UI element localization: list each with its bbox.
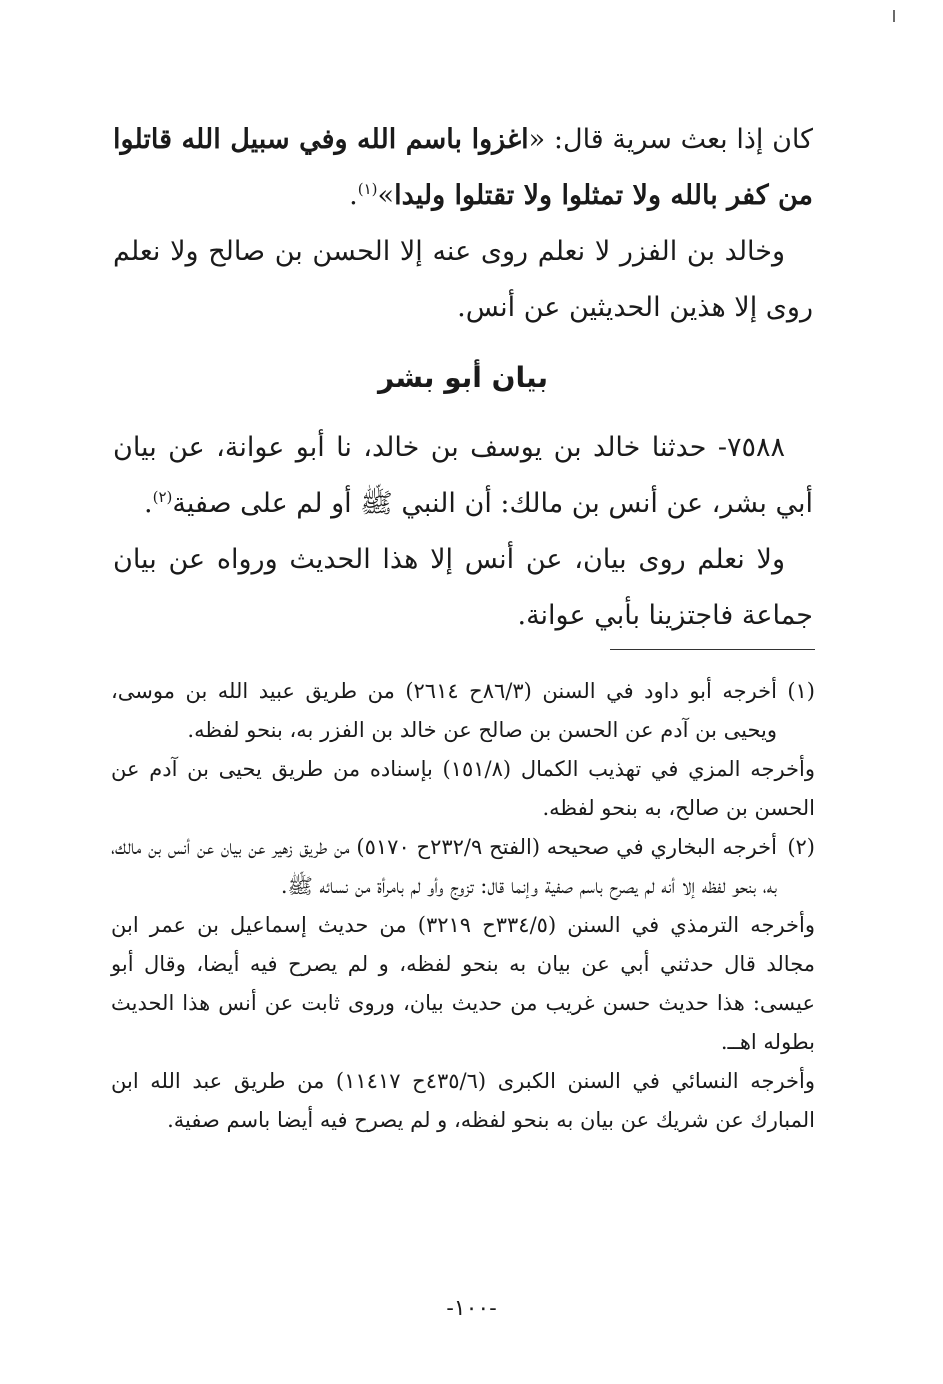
hadith-quote: اغزوا باسم الله وفي سبيل الله قاتلوا من كفر بالله ولا تمثلوا ولا تقتلوا وليدا bbox=[113, 124, 813, 211]
corner-mark bbox=[893, 10, 895, 22]
footnote-separator bbox=[610, 649, 815, 650]
period: . bbox=[349, 180, 358, 211]
footnote-number: (٢) bbox=[787, 835, 815, 859]
commentary-paragraph: ولا نعلم روى بيان، عن أنس إلا هذا الحديث ورواه عن بيان جماعة فاجتزينا بأبي عوانة. bbox=[113, 544, 813, 631]
footnote-paragraph: وأخرجه المزي في تهذيب الكمال (١٥١/٨) بإسناده من طريق يحيى بن آدم عن الحسن بن صالح، به بنحو لفظه. bbox=[111, 757, 815, 820]
footnote-number: (١) bbox=[787, 679, 815, 703]
footnote-paragraph: وأخرجه الترمذي في السنن (٣٣٤/٥ح ٣٢١٩) من حديث إسماعيل بن عمر ابن مجالد قال حدثني أبي عن بيان به بنحو لفظه، و لم يصرح فيه أيضا، وقال أبو عيسى: هذا حديث حسن غريب من حديث بيان، وروى ثابت عن أنس هذا الحديث بطوله اهــ. bbox=[111, 913, 816, 1054]
hadith-text: ٧٥٨٨- حدثنا خالد بن يوسف بن خالد، نا أبو عوانة، عن بيان أبي بشر، عن أنس بن مالك: أن النبي ﷺ أو لم على صفية bbox=[113, 432, 813, 519]
hadith-intro: كان إذا بعث سرية قال: « bbox=[528, 124, 813, 155]
footnote-body bbox=[111, 828, 816, 1140]
hadith-paragraph bbox=[113, 112, 813, 224]
period: . bbox=[143, 488, 153, 519]
commentary-paragraph: وخالد بن الفزر لا نعلم روى عنه إلا الحسن بن صالح ولا نعلم روى إلا هذين الحديثين عن أنس. bbox=[113, 236, 813, 323]
footnote bbox=[111, 828, 815, 1140]
hadith-paragraph-7588 bbox=[113, 420, 813, 532]
footnote-marker: (٢) bbox=[152, 488, 173, 506]
footnote bbox=[111, 672, 815, 828]
section-heading: بيان أبو بشر bbox=[378, 361, 548, 394]
footnote-marker: (١) bbox=[357, 180, 378, 198]
footnote-paragraph: أخرجه أبو داود في السنن (٨٦/٣ح ٢٦١٤) من طريق عبيد الله بن موسى، ويحيى بن آدم عن الحسن بن صالح عن خالد بن الفزر به، بنحو لفظه. bbox=[111, 679, 777, 742]
main-text bbox=[113, 112, 813, 644]
page-number: -١٠٠- bbox=[446, 1296, 497, 1321]
footnote-paragraph: وأخرجه النسائي في السنن الكبرى (٤٣٥/٦ح ١١٤١٧) من طريق عبد الله ابن المبارك عن شريك عن بيان به بنحو لفظه، و لم يصرح فيه أيضا باسم صفية. bbox=[111, 1069, 815, 1132]
quote-close: » bbox=[377, 180, 395, 211]
footnote-body bbox=[111, 672, 815, 828]
footnotes bbox=[111, 672, 815, 1140]
footnote-paragraph: أخرجه البخاري في صحيحه (الفتح ٢٣٢/٩ح ٥١٧٠) من طريق زهير عن بيان عن أنس بن مالك، به، بنحو لفظه إلا أنه لم يصرح باسم صفية وإنما قال: تزوج وأو لم بامرأة من نسائه ﷺ. bbox=[111, 835, 777, 898]
